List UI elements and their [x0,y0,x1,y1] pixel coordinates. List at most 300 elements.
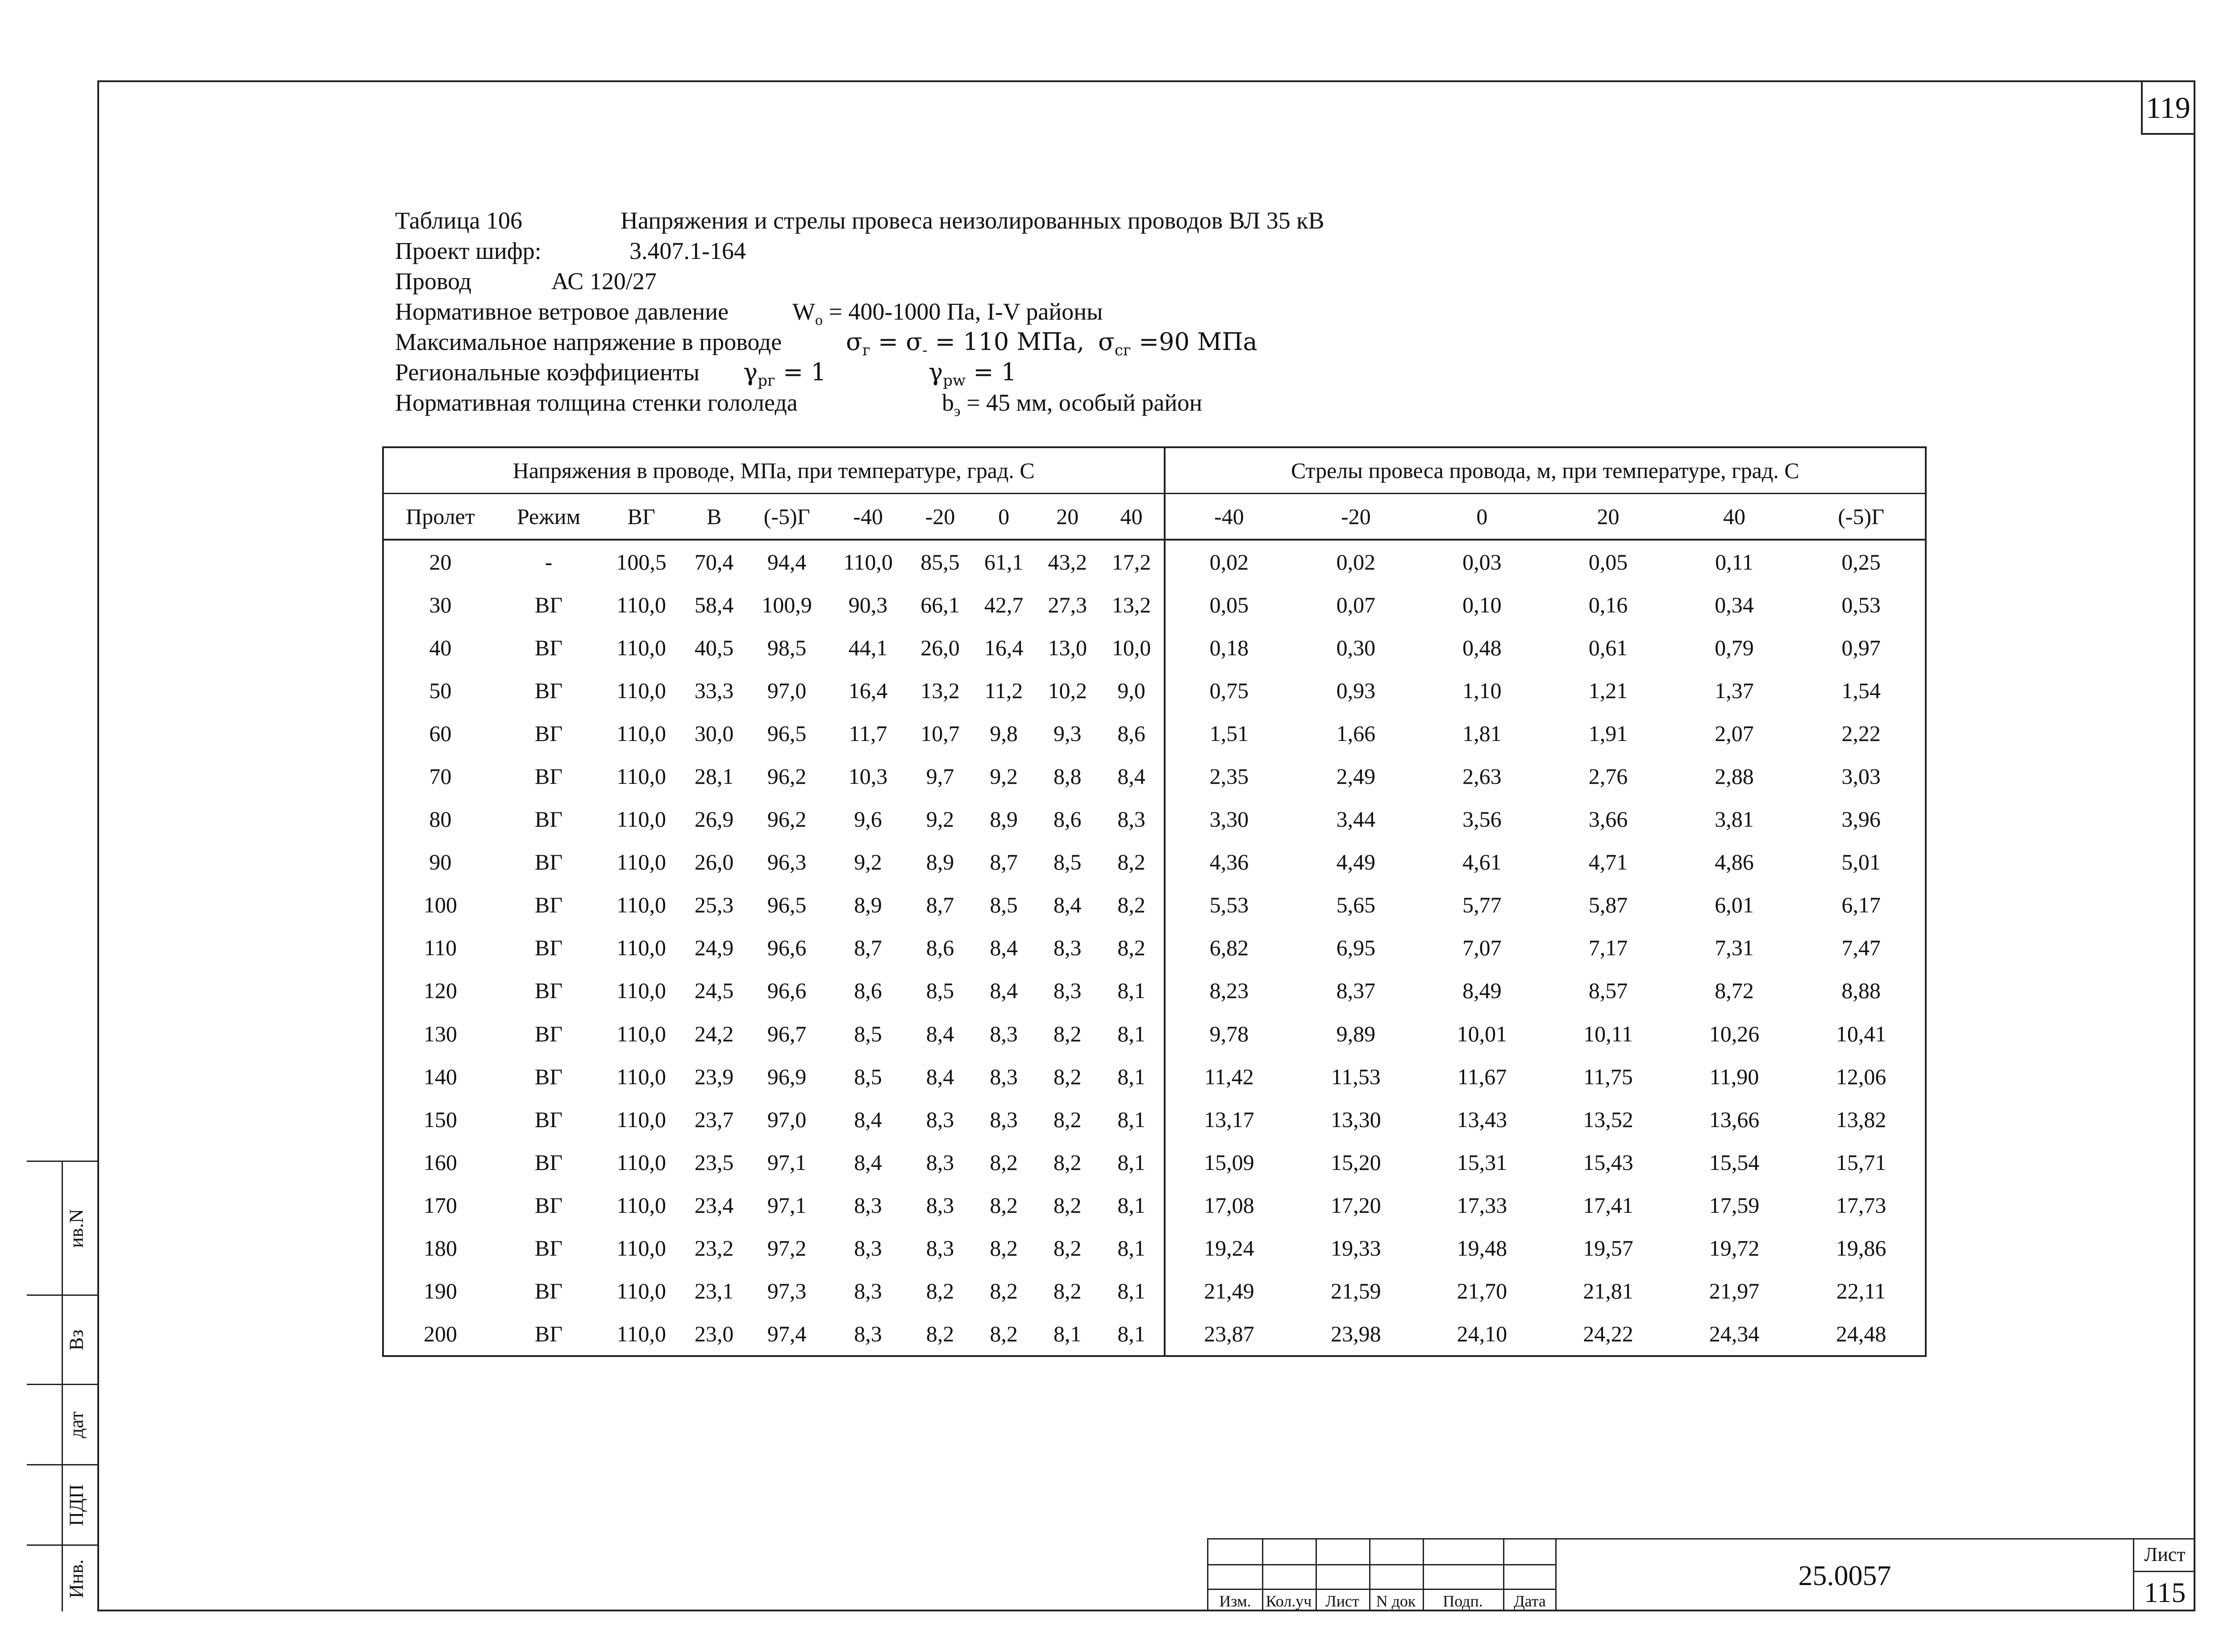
stress-sag-table [382,446,1927,1357]
wire-value: АС 120/27 [551,268,657,295]
table-cell: 110 [424,935,457,961]
table-cell: 8,9 [926,849,954,875]
table-cell: 0,30 [1336,635,1376,661]
table-cell: 17,2 [1099,540,1165,583]
coef2-rest: = 1 [966,358,1017,386]
table-cell: 24,34 [1709,1321,1760,1346]
table-cell: 94,4 [767,549,807,575]
table-cell: 1,66 [1336,721,1376,746]
approval-sidebar [27,1161,97,1611]
table-cell: 9,8 [990,721,1018,746]
column-header: 0 [1419,494,1545,540]
table-cell: 8,3 [854,1192,882,1218]
group-header-sag: Стрелы провеса провода, м, при температуре, град. С [1165,447,1926,494]
table-cell: ВГ [534,592,563,618]
table-cell: 97,1 [767,1192,807,1218]
stress-subscript-2: - [922,341,928,359]
table-cell: 10,2 [1048,678,1087,703]
table-row [383,969,1926,1012]
table-row [383,1012,1926,1055]
table-row [383,712,1926,755]
table-cell: 3,56 [1462,807,1502,832]
table-cell: 8,7 [990,849,1018,875]
coef1-subscript: рг [758,371,775,390]
table-cell: 22,11 [1836,1278,1886,1303]
table-cell: 25,3 [694,892,734,918]
stress-label: Максимальное напряжение в проводе [395,329,782,355]
table-cell: 10,26 [1709,1021,1760,1046]
table-cell: 80 [429,807,452,832]
table-cell: 2,88 [1715,764,1754,789]
table-cell: 98,5 [767,635,807,661]
table-title: Напряжения и стрелы провеса неизолированных проводов ВЛ 35 кВ [620,207,1324,234]
table-cell: 140 [424,1064,457,1089]
table-cell: 96,9 [767,1064,807,1089]
table-row [383,540,1926,583]
wire-label: Провод [395,268,472,295]
table-cell: 9,2 [926,807,954,832]
label-izm: Изм. [1219,1592,1251,1610]
table-cell: 8,1 [1099,1312,1165,1356]
table-cell: 96,6 [767,978,807,1003]
table-cell: 10,0 [1099,626,1165,669]
table-cell: 8,1 [1099,1141,1165,1184]
stress-mid: = σ [870,328,923,356]
sidebar-cell-inv-podl [27,1544,97,1611]
table-cell: 8,2 [990,1278,1018,1303]
table-cell: 28,1 [694,764,734,789]
table-row [383,798,1926,841]
table-cell: 11,90 [1709,1064,1759,1089]
stress2-symbol: σ [1098,328,1115,356]
table-cell: 11,67 [1457,1064,1507,1089]
table-cell: 8,6 [1099,712,1165,755]
table-cell: 19,48 [1457,1235,1507,1261]
table-cell: 8,2 [1099,883,1165,926]
table-cell: 16,4 [848,678,888,703]
table-cell: 1,81 [1462,721,1502,746]
table-cell: 26,0 [694,849,734,875]
table-cell: 12,06 [1836,1064,1886,1089]
table-cell: 8,3 [926,1192,954,1218]
table-cell: 3,03 [1841,764,1881,789]
table-cell: 21,59 [1331,1278,1381,1303]
column-header-row [383,494,1926,540]
table-cell: 8,2 [990,1321,1018,1346]
table-cell: 8,49 [1462,978,1502,1003]
table-cell: 8,5 [1053,849,1082,875]
label-podp: Подп. [1443,1592,1483,1610]
table-cell: 50 [429,678,452,703]
table-cell: 110,0 [616,1192,666,1218]
table-cell: 23,1 [694,1278,734,1303]
table-cell: 8,4 [854,1149,882,1175]
table-cell: 13,43 [1457,1107,1507,1132]
table-cell: 13,52 [1583,1107,1633,1132]
sidebar-cell-inv [27,1161,97,1294]
table-cell: ВГ [534,1192,563,1218]
table-cell: 8,1 [1099,1227,1165,1269]
table-cell: 4,71 [1588,849,1628,875]
table-cell: 0,93 [1336,678,1376,703]
table-cell: ВГ [534,807,563,832]
column-header: 20 [1545,494,1671,540]
table-row [383,669,1926,712]
column-header: В [682,494,746,540]
table-cell: 8,57 [1588,978,1628,1003]
table-cell: 110,0 [616,1278,666,1303]
table-cell: ВГ [534,764,563,789]
table-cell: 3,81 [1715,807,1754,832]
sheet-box [2133,1538,2195,1611]
stress2-rest: =90 МПа [1131,328,1258,356]
table-cell: 17,73 [1836,1192,1886,1218]
table-cell: 2,35 [1209,764,1249,789]
table-cell: 23,98 [1331,1321,1381,1346]
table-cell: ВГ [534,1107,563,1132]
table-cell: 4,86 [1715,849,1754,875]
table-cell: 0,97 [1841,635,1881,661]
table-cell: 8,2 [1053,1107,1082,1132]
table-cell: 0,61 [1588,635,1628,661]
table-cell: 8,5 [854,1021,882,1046]
column-header: Пролет [383,494,497,540]
table-cell: 70 [429,764,452,789]
table-cell: 200 [424,1321,457,1346]
table-cell: 8,3 [926,1107,954,1132]
table-cell: 8,6 [1053,807,1082,832]
table-cell: 0,25 [1841,549,1881,575]
table-cell: 4,61 [1462,849,1502,875]
table-cell: 8,88 [1841,978,1881,1003]
table-cell: 0,05 [1209,592,1249,618]
table-cell: 8,3 [990,1107,1018,1132]
ice-subscript: э [954,403,961,420]
table-cell: 8,3 [926,1235,954,1261]
table-cell: 8,37 [1336,978,1376,1003]
table-cell: 8,2 [1099,926,1165,969]
table-row [383,926,1926,969]
table-cell: 8,9 [990,807,1018,832]
column-header: -20 [1293,494,1419,540]
table-cell: 26,9 [694,807,734,832]
table-cell: 17,41 [1583,1192,1633,1218]
table-cell: 8,5 [926,978,954,1003]
sidebar-label-box [62,1296,90,1384]
revision-grid [1207,1538,1555,1611]
table-cell: 17,20 [1331,1192,1381,1218]
sidebar-cell-sign [27,1464,97,1544]
table-cell: 3,44 [1336,807,1376,832]
table-cell: 19,24 [1204,1235,1254,1261]
table-cell: 8,3 [854,1235,882,1261]
table-cell: 8,4 [1053,892,1082,918]
table-cell: ВГ [534,935,563,961]
table-cell: 8,7 [926,892,954,918]
table-cell: ВГ [534,978,563,1003]
table-cell: 90 [429,849,452,875]
table-cell: 96,3 [767,849,807,875]
table-body [383,540,1926,1356]
table-cell: 3,96 [1841,807,1881,832]
table-cell: 110,0 [616,1107,666,1132]
table-cell: 19,57 [1583,1235,1633,1261]
table-cell: 4,36 [1209,849,1249,875]
table-cell: 1,21 [1588,678,1628,703]
table-cell: 19,72 [1709,1235,1760,1261]
sidebar-label-box [62,1465,90,1544]
table-cell: 110,0 [616,1321,666,1346]
table-cell: 40,5 [694,635,734,661]
table-cell: ВГ [534,721,563,746]
coef-label: Региональные коэффициенты [395,359,700,386]
table-cell: 0,75 [1209,678,1249,703]
table-cell: 8,1 [1053,1321,1082,1346]
sidebar-label-box [62,1162,90,1294]
sidebar-label-box [62,1546,90,1611]
table-cell: 8,2 [1053,1064,1082,1089]
table-cell: 8,4 [990,978,1018,1003]
table-cell: 8,3 [926,1149,954,1175]
table-cell: 33,3 [694,678,734,703]
table-cell: 15,43 [1583,1149,1633,1175]
table-row [383,1269,1926,1312]
table-cell: 0,48 [1462,635,1502,661]
table-cell: 11,75 [1583,1064,1633,1089]
table-cell: 7,07 [1462,935,1502,961]
table-cell: 9,2 [990,764,1018,789]
table-cell: ВГ [534,849,563,875]
table-cell: 21,81 [1583,1278,1633,1303]
table-row [383,1227,1926,1269]
table-cell: 23,2 [694,1235,734,1261]
ice-rest: = 45 мм, особый район [960,389,1203,416]
table-cell: 26,0 [920,635,960,661]
column-header: ВГ [600,494,682,540]
table-cell: 8,1 [1099,969,1165,1012]
table-cell: 110,0 [616,1021,666,1046]
stress2-subscript: сг [1114,341,1131,359]
sheet-number: 115 [2134,1571,2195,1613]
table-cell: 8,4 [854,1107,882,1132]
table-cell: 15,31 [1457,1149,1507,1175]
table-cell: 0,53 [1841,592,1881,618]
table-cell: 190 [424,1278,457,1303]
table-cell: 8,6 [926,935,954,961]
table-cell: 8,4 [1099,755,1165,798]
table-cell: 8,3 [1099,798,1165,841]
table-cell: 8,2 [1099,841,1165,883]
table-cell: 23,4 [694,1192,734,1218]
table-cell: 13,66 [1709,1107,1760,1132]
table-cell: 8,5 [990,892,1018,918]
table-cell: 5,77 [1462,892,1502,918]
table-cell: 5,65 [1336,892,1376,918]
table-cell: ВГ [534,1321,563,1346]
table-row [383,1098,1926,1141]
wind-symbol: W [792,298,815,325]
column-header: -40 [828,494,908,540]
table-cell: 110,0 [616,1235,666,1261]
table-cell: 13,0 [1048,635,1087,661]
table-cell: 90,3 [848,592,888,618]
table-cell: 19,86 [1836,1235,1886,1261]
table-cell: 58,4 [694,592,734,618]
page-number: 119 [2141,80,2195,135]
table-cell: 8,2 [990,1235,1018,1261]
table-cell: 1,91 [1588,721,1628,746]
table-cell: 11,7 [849,721,887,746]
table-cell: 9,78 [1209,1021,1249,1046]
table-cell: 2,07 [1715,721,1754,746]
label-kol-uch: Кол.уч [1266,1592,1312,1610]
table-cell: 8,5 [854,1064,882,1089]
table-cell: 13,2 [920,678,960,703]
table-cell: 13,82 [1836,1107,1886,1132]
table-cell: 17,08 [1204,1192,1254,1218]
document-code: 25.0057 [1555,1538,2133,1611]
table-row [383,883,1926,926]
table-cell: 8,2 [926,1278,954,1303]
table-cell: ВГ [534,1278,563,1303]
coef1-rest: = 1 [775,358,826,386]
project-label: Проект шифр: [395,237,541,264]
table-cell: 96,5 [767,892,807,918]
table-cell: 110,0 [616,849,666,875]
table-cell: 8,9 [854,892,882,918]
table-cell: 23,7 [694,1107,734,1132]
table-cell: 110,0 [616,978,666,1003]
table-cell: 110,0 [616,935,666,961]
table-cell: 43,2 [1048,549,1087,575]
table-cell: 97,4 [767,1321,807,1346]
table-cell: 2,63 [1462,764,1502,789]
table-cell: 110,0 [616,678,666,703]
table-cell: 8,6 [854,978,882,1003]
table-cell: 1,51 [1209,721,1249,746]
table-cell: 30,0 [694,721,734,746]
table-cell: 110,0 [616,721,666,746]
sidebar-label-vzam: Вз [65,1329,87,1350]
title-block [1207,1538,2195,1611]
table-cell: 8,2 [1053,1149,1082,1175]
table-cell: 130 [424,1021,457,1046]
table-cell: ВГ [534,892,563,918]
table-cell: 8,8 [1053,764,1082,789]
table-cell: 10,01 [1457,1021,1507,1046]
coef2-subscript: pw [943,371,966,390]
table-cell: 100,9 [762,592,812,618]
sidebar-cell-date [27,1384,97,1464]
table-cell: 24,9 [694,935,734,961]
table-cell: ВГ [534,635,563,661]
table-cell: 110,0 [616,1064,666,1089]
table-cell: 8,2 [926,1321,954,1346]
column-header: 40 [1671,494,1798,540]
table-cell: 0,11 [1715,549,1753,575]
table-cell: 15,54 [1709,1149,1760,1175]
table-cell: 21,49 [1204,1278,1254,1303]
table-cell: 8,3 [990,1064,1018,1089]
table-row [383,1312,1926,1356]
table-cell: 150 [424,1107,457,1132]
table-cell: 0,16 [1588,592,1628,618]
table-cell: 15,20 [1331,1149,1381,1175]
table-cell: 44,1 [848,635,888,661]
label-n-dok: N док [1376,1592,1416,1610]
table-cell: 1,54 [1841,678,1881,703]
table-cell: 100,5 [616,549,666,575]
table-cell: 110,0 [616,764,666,789]
table-cell: 24,10 [1457,1321,1507,1346]
table-cell: 2,76 [1588,764,1628,789]
table-cell: 97,2 [767,1235,807,1261]
table-cell: 110,0 [616,592,666,618]
column-header: -20 [908,494,972,540]
table-cell: 0,07 [1336,592,1376,618]
table-cell: 2,49 [1336,764,1376,789]
table-cell: 8,72 [1715,978,1754,1003]
table-cell: 11,53 [1331,1064,1381,1089]
table-row [383,1055,1926,1098]
column-header: (-5)Г [1797,494,1926,540]
table-cell: 96,2 [767,807,807,832]
table-cell: 110,0 [616,892,666,918]
table-cell: 0,02 [1336,549,1376,575]
table-cell: 15,09 [1204,1149,1254,1175]
table-cell: 9,0 [1099,669,1165,712]
table-number: Таблица 106 [395,207,522,234]
table-cell: 110,0 [616,1149,666,1175]
table-cell: 61,1 [984,549,1024,575]
table-cell: 0,02 [1209,549,1249,575]
table-cell: ВГ [534,1235,563,1261]
table-cell: 8,4 [926,1064,954,1089]
table-cell: 0,05 [1588,549,1628,575]
table-cell: 17,33 [1457,1192,1507,1218]
table-cell: 0,10 [1462,592,1502,618]
table-cell: 5,87 [1588,892,1628,918]
table-cell: 8,1 [1099,1055,1165,1098]
table-cell: 120 [424,978,457,1003]
table-cell: 10,11 [1583,1021,1633,1046]
sheet-label: Лист [2144,1544,2186,1565]
table-cell: - [545,549,553,575]
table-cell: 8,1 [1099,1098,1165,1141]
wind-rest: = 400-1000 Па, I-V районы [822,298,1103,325]
stress2-value [1098,327,1258,366]
table-cell: 23,87 [1204,1321,1254,1346]
sidebar-label-date: дат [65,1411,87,1438]
label-list: Лист [1325,1592,1359,1610]
table-cell: 8,4 [926,1021,954,1046]
sidebar-cell-vzam [27,1294,97,1384]
table-row [383,755,1926,798]
table-cell: 30 [429,592,452,618]
table-cell: 6,82 [1209,935,1249,961]
table-cell: ВГ [534,1021,563,1046]
stress-symbol: σ [846,328,862,356]
table-cell: 13,30 [1331,1107,1381,1132]
sidebar-label-inv-n: ив.N [65,1208,87,1248]
ice-label: Нормативная толщина стенки гололеда [395,389,798,416]
table-cell: 160 [424,1149,457,1175]
table-cell: 97,0 [767,1107,807,1132]
table-cell: 0,34 [1715,592,1754,618]
table-cell: 8,1 [1099,1269,1165,1312]
table-cell: 9,3 [1053,721,1082,746]
table-cell: 8,1 [1099,1184,1165,1227]
